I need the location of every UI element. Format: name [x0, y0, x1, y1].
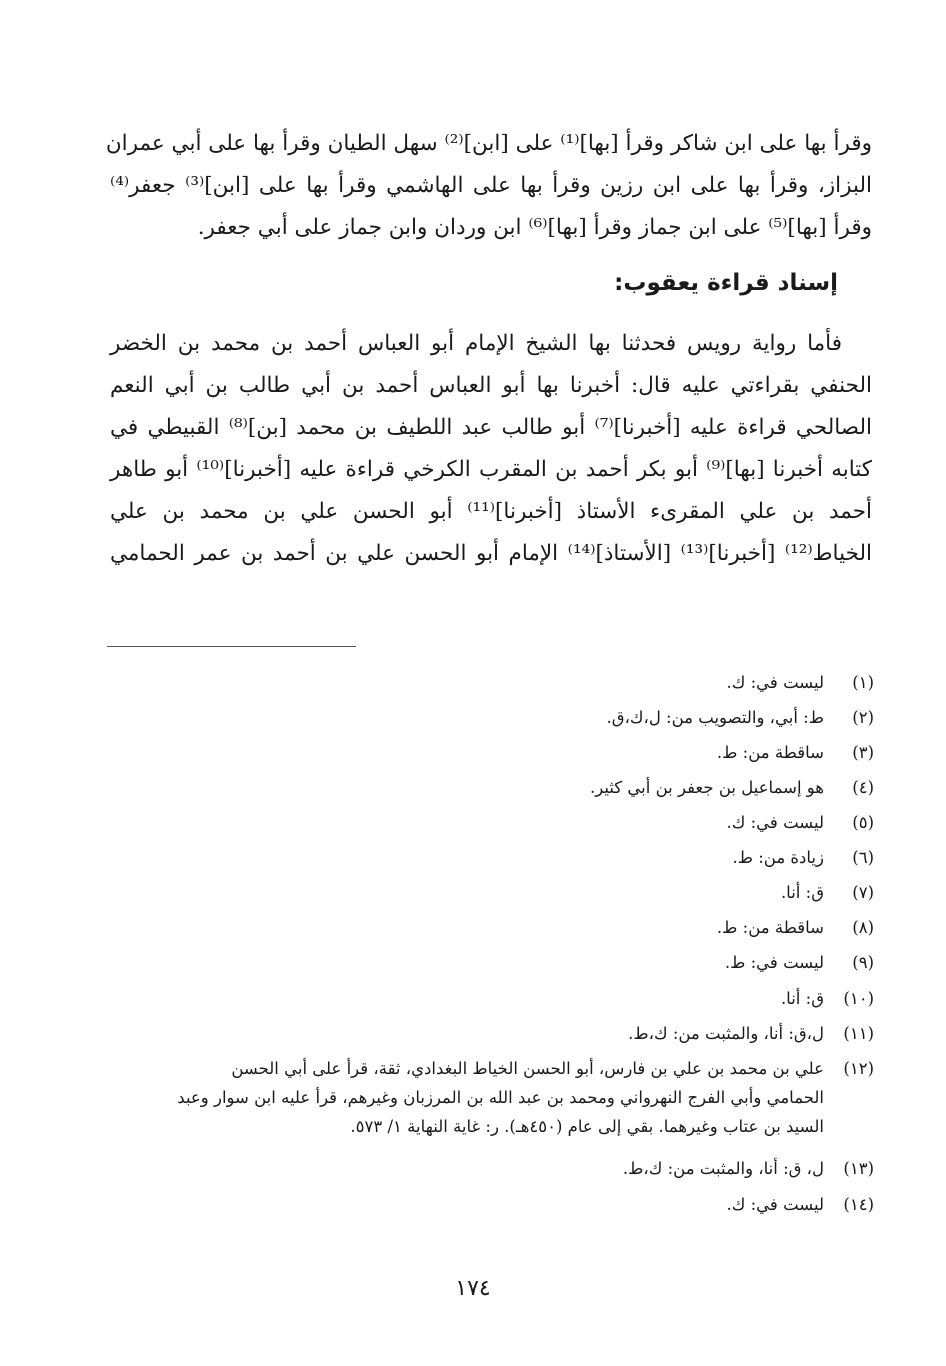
footnote-text: ل،ق: أنا، والمثبت من: ك،ط. — [628, 1024, 824, 1043]
footnote — [108, 847, 874, 869]
footnote-text: زيادة من: ط. — [732, 848, 824, 867]
footnote — [108, 1158, 874, 1180]
footnote-number: (١١) — [843, 1024, 874, 1043]
footnote-number: (١) — [852, 673, 874, 692]
footnote — [108, 988, 874, 1010]
footnote — [108, 672, 874, 694]
footnote-text: علي بن محمد بن علي بن فارس، أبو الحسن الخياط البغدادي، ثقة، قرأ على أبي الحسن — [231, 1059, 824, 1078]
footnote-number: (٩) — [852, 953, 874, 972]
body-line: الحنفي بقراءتي عليه قال: أخبرنا بها أبو العباس أحمد بن أبي طالب بن أبي النعم — [110, 373, 872, 398]
section-heading: إسناد قراءة يعقوب: — [614, 270, 838, 296]
footnote — [108, 917, 874, 939]
body-line: وقرأ [بها]⁽⁵⁾ على ابن جماز وقرأ [بها]⁽⁶⁾ ابن وردان وابن جماز على أبي جعفر. — [197, 215, 872, 240]
footnote-text: ليست في: ك. — [726, 813, 824, 832]
footnote-number: (١٤) — [843, 1195, 874, 1214]
footnote — [108, 1023, 874, 1045]
body-line: الصالحي قراءة عليه [أخبرنا]⁽⁷⁾ أبو طالب عبد اللطيف بن محمد [بن]⁽⁸⁾ القبيطي في — [110, 415, 872, 440]
footnote-number: (٥) — [852, 813, 874, 832]
body-line: البزاز، وقرأ بها على ابن رزين وقرأ بها على الهاشمي وقرأ بها على [ابن]⁽³⁾ جعفر⁽⁴⁾ — [110, 173, 873, 198]
footnote-number: (٣) — [852, 743, 874, 762]
footnote — [108, 952, 874, 974]
body-line: أحمد بن علي المقرىء الأستاذ [أخبرنا]⁽¹¹⁾ أبو الحسن علي بن محمد بن علي — [110, 499, 872, 524]
footnote-continuation: السيد بن عتاب وغيرهما. بقي إلى عام (٤٥٠هـ). ر: غاية النهاية ١/ ٥٧٣. — [350, 1117, 824, 1136]
footnote — [108, 742, 874, 764]
footnote-number: (٤) — [852, 778, 874, 797]
footnote — [108, 1194, 874, 1216]
footnote-text: ل، ق: أنا، والمثبت من: ك،ط. — [622, 1159, 824, 1178]
footnote-text: ليست في: ك. — [726, 673, 824, 692]
footnote — [108, 707, 874, 729]
footnote-text: ليست في: ط. — [724, 953, 824, 972]
footnote-text: ليست في: ك. — [726, 1195, 824, 1214]
footnote — [108, 777, 874, 799]
footnote-text: هو إسماعيل بن جعفر بن أبي كثير. — [590, 778, 824, 797]
body-line: فأما رواية رويس فحدثنا بها الشيخ الإمام أبو العباس أحمد بن محمد بن الخضر — [110, 331, 842, 356]
footnote-number: (٦) — [852, 848, 874, 867]
footnote-text: ساقطة من: ط. — [716, 918, 824, 937]
footnote-number: (٨) — [852, 918, 874, 937]
footnote-number: (١٠) — [843, 989, 874, 1008]
footnote-number: (٢) — [852, 708, 874, 727]
footnote-number: (١٢) — [843, 1059, 874, 1078]
body-line: كتابه أخبرنا [بها]⁽⁹⁾ أبو بكر أحمد بن المقرب الكرخي قراءة عليه [أخبرنا]⁽¹⁰⁾ أبو طاهر — [110, 457, 872, 482]
footnote-text: ساقطة من: ط. — [716, 743, 824, 762]
footnote-divider — [107, 646, 356, 647]
footnote-text: ط: أبي، والتصويب من: ل،ك،ق. — [606, 708, 824, 727]
footnote-text: ق: أنا. — [780, 883, 824, 902]
footnote-text: ق: أنا. — [780, 989, 824, 1008]
footnote — [108, 882, 874, 904]
body-line: وقرأ بها على ابن شاكر وقرأ [بها]⁽¹⁾ على [ابن]⁽²⁾ سهل الطيان وقرأ بها على أبي عمران — [105, 131, 872, 156]
footnote-number: (١٣) — [843, 1159, 874, 1178]
footnote-number: (٧) — [852, 883, 874, 902]
footnote-continuation: الحمامي وأبي الفرج النهرواني ومحمد بن عبد الله بن المرزبان وغيرهم، قرأ عليه ابن سوار وعبد — [177, 1088, 824, 1107]
body-line: الخياط⁽¹²⁾ [أخبرنا]⁽¹³⁾ [الأستاذ]⁽¹⁴⁾ الإمام أبو الحسن علي بن أحمد بن عمر الحمامي — [110, 541, 872, 566]
footnote — [108, 812, 874, 834]
page-number: ١٧٤ — [455, 1276, 491, 1301]
footnote — [108, 1058, 874, 1080]
